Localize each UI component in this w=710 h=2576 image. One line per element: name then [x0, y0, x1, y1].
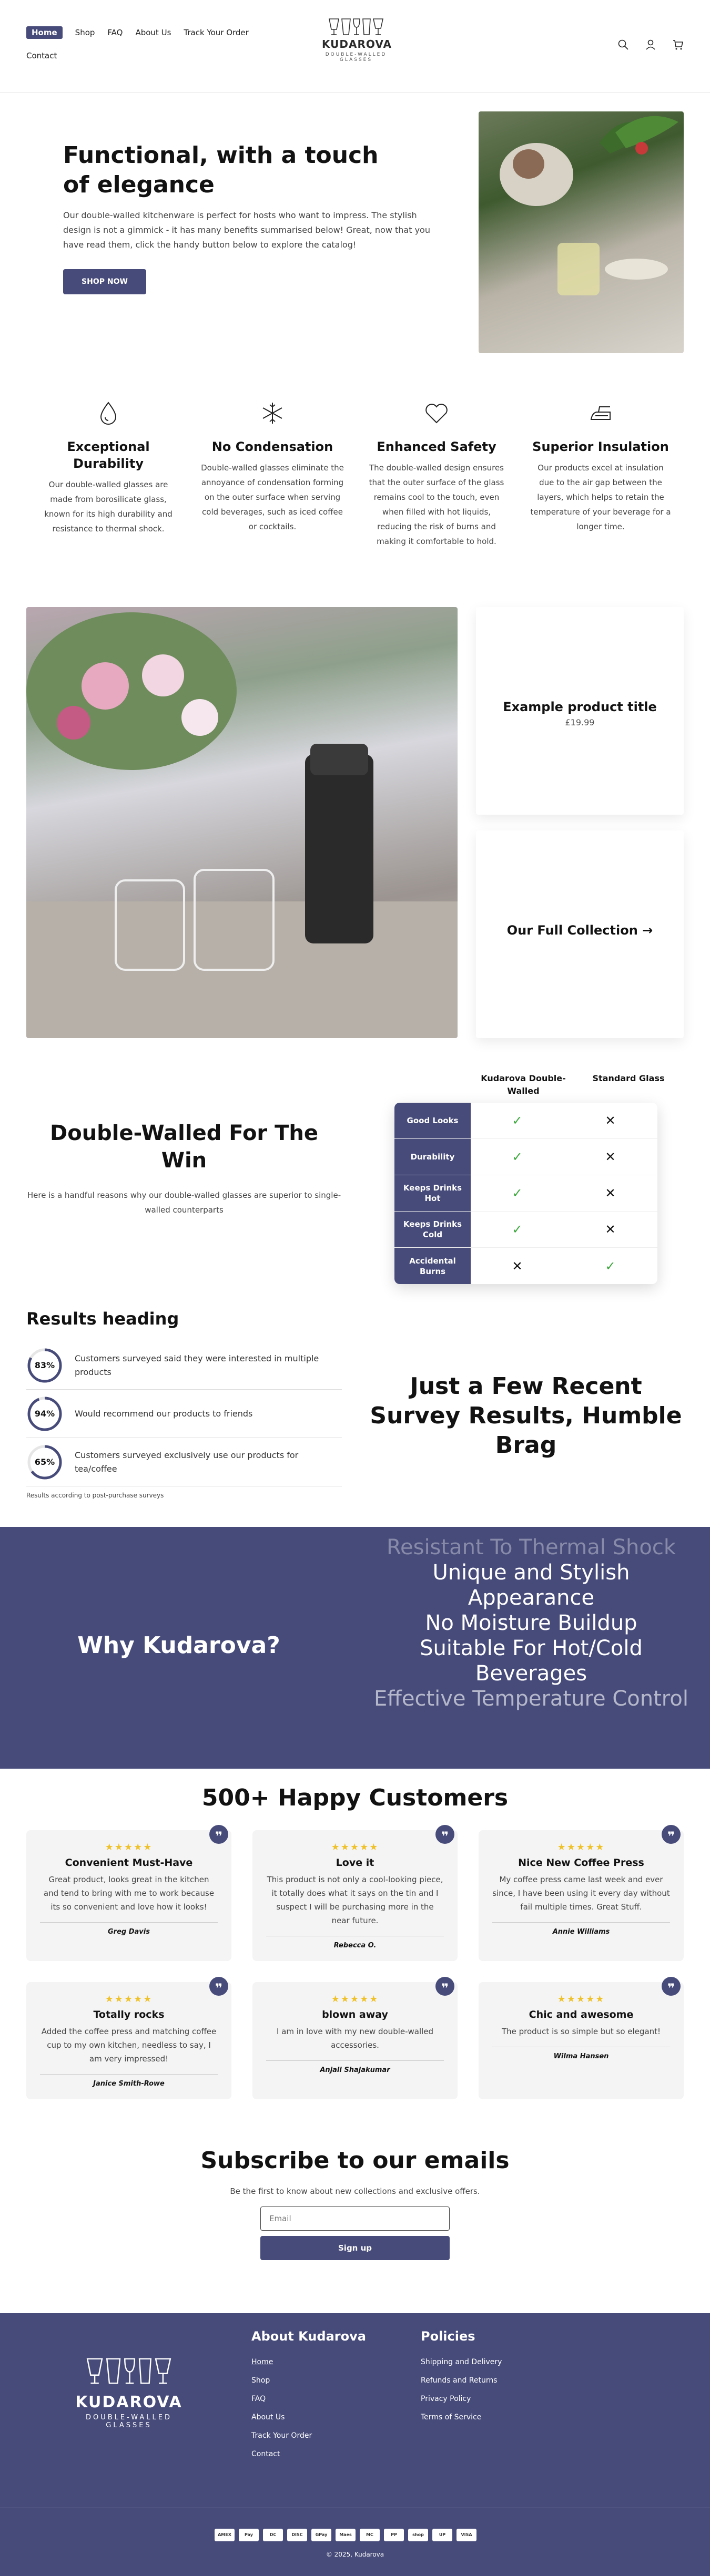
full-collection-link[interactable]: Our Full Collection →	[506, 923, 653, 938]
discover-icon: DISC	[287, 2529, 307, 2541]
hero-text: Our double-walled kitchenware is perfect for hosts who want to impress. The stylish design is not a gimmick - it has many benefits summarised below! Great, now that you have read them, click the handy button below to explore the catalog!	[63, 210, 430, 250]
feature-no-condensation	[190, 399, 354, 549]
row-label: Keeps Drinks Hot	[394, 1175, 471, 1211]
results-section	[26, 1309, 684, 1514]
logo-tagline: DOUBLE-WALLED GLASSES	[325, 52, 387, 63]
testimonial-text: Great product, looks great in the kitchen and tend to bring with me to work because its so convenient and love how it looks!	[43, 1875, 215, 1912]
nav-track-order[interactable]: Track Your Order	[184, 28, 249, 37]
testimonials-section	[26, 1784, 684, 2120]
quote-icon: ❞	[435, 1825, 454, 1844]
why-section	[0, 1527, 710, 1769]
result-percent: 83%	[34, 1360, 55, 1370]
footer-link-contact[interactable]: Contact	[251, 2450, 280, 2458]
nav-faq[interactable]: FAQ	[107, 28, 123, 37]
star-rating: ★★★★★	[331, 1842, 379, 1853]
nav-home[interactable]: Home	[26, 26, 63, 39]
star-rating: ★★★★★	[105, 1842, 153, 1853]
testimonial-title: blown away	[322, 2009, 388, 2020]
testimonial-text: The product is so simple but so elegant!	[501, 2027, 661, 2036]
progress-ring	[26, 1444, 63, 1481]
shop-pay-icon: shop	[408, 2529, 428, 2541]
check-icon: ✓	[512, 1150, 523, 1164]
row-label: Accidental Burns	[394, 1248, 471, 1284]
testimonial-author: Anjali Shajakumar	[266, 2060, 444, 2074]
iron-icon	[587, 399, 614, 427]
testimonial-title: Chic and awesome	[529, 2009, 634, 2020]
union-pay-icon: UP	[432, 2529, 452, 2541]
table-row	[394, 1139, 657, 1175]
comparison-text: Here is a handful reasons why our double-walled glasses are superior to single-walled counterparts	[27, 1190, 341, 1215]
results-heading: Results heading	[26, 1309, 179, 1329]
quote-icon: ❞	[209, 1825, 228, 1844]
footer-link-home[interactable]: Home	[251, 2358, 273, 2366]
email-field[interactable]	[260, 2206, 450, 2231]
star-rating: ★★★★★	[557, 1994, 605, 2005]
testimonial-title: Totally rocks	[93, 2009, 165, 2020]
result-text: Customers surveyed exclusively use our products for tea/coffee	[75, 1450, 299, 1474]
footer-link-shop[interactable]: Shop	[251, 2376, 270, 2385]
footer-link-faq[interactable]: FAQ	[251, 2395, 266, 2403]
features-section	[26, 399, 684, 549]
shop-now-button[interactable]: SHOP NOW	[63, 269, 146, 294]
quote-icon: ❞	[662, 1825, 681, 1844]
feature-title: Enhanced Safety	[377, 439, 496, 454]
result-item	[26, 1341, 342, 1390]
footer-about	[251, 2329, 366, 2464]
account-icon[interactable]	[645, 39, 656, 50]
why-item: Resistant To Thermal Shock	[387, 1535, 676, 1559]
footer-tagline: DOUBLE-WALLED GLASSES	[85, 2414, 173, 2429]
testimonial-card	[252, 1982, 458, 2099]
feature-title: Superior Insulation	[532, 439, 669, 454]
check-icon: ✓	[605, 1258, 616, 1274]
product-card[interactable]	[476, 607, 684, 815]
check-icon: ✓	[512, 1113, 523, 1128]
star-rating: ★★★★★	[557, 1842, 605, 1853]
payment-icons	[215, 2529, 476, 2541]
collage-section	[26, 607, 684, 1038]
cross-icon: ✕	[512, 1258, 523, 1274]
col-standard: Standard Glass	[592, 1073, 665, 1083]
why-list	[368, 1535, 694, 1711]
feature-text: Our products excel at insulation due to the air gap between the layers, which helps to retain the temperature of your beverage for a longer time.	[530, 463, 671, 531]
footer-link-shipping[interactable]: Shipping and Delivery	[421, 2358, 502, 2366]
comparison-section	[26, 1072, 684, 1282]
comparison-body	[394, 1103, 657, 1284]
cross-icon: ✕	[605, 1113, 616, 1128]
table-row	[394, 1103, 657, 1139]
testimonial-text: Added the coffee press and matching coffee cup to my own kitchen, needless to say, I am very impressed!	[41, 2027, 217, 2064]
paypal-icon: PP	[384, 2529, 404, 2541]
why-title: Why Kudarova?	[77, 1632, 280, 1659]
testimonial-title: Love it	[336, 1857, 374, 1869]
result-percent: 65%	[34, 1456, 55, 1467]
testimonial-text: My coffee press came last week and ever since, I have been using it every day without fail multiple times. Great Stuff.	[492, 1875, 670, 1912]
testimonial-author: Annie Williams	[492, 1922, 670, 1936]
comparison-header	[471, 1072, 684, 1103]
feature-text: Double-walled glasses eliminate the annoyance of condensation forming on the outer surface when serving cold beverages, such as iced coffee or cocktails.	[201, 463, 344, 531]
feature-safety	[354, 399, 519, 549]
comparison-table	[394, 1072, 684, 1284]
results-note: Results according to post-purchase surveys	[26, 1492, 164, 1499]
result-item	[26, 1390, 342, 1438]
amex-icon: AMEX	[215, 2529, 235, 2541]
cross-icon: ✕	[605, 1222, 616, 1237]
testimonial-text: I am in love with my new double-walled accessories.	[276, 2027, 434, 2050]
apple-pay-icon: Pay	[239, 2529, 259, 2541]
result-text: Would recommend our products to friends	[75, 1408, 253, 1419]
testimonial-text: This product is not only a cool-looking piece, it totally does what it says on the tin and I suspect I will be purchasing more in the near future.	[267, 1875, 443, 1925]
product-lifestyle-image[interactable]	[26, 607, 458, 1038]
feature-title: No Condensation	[211, 439, 333, 454]
star-rating: ★★★★★	[331, 1994, 379, 2005]
table-row	[394, 1212, 657, 1248]
survey-heading: Just a Few Recent Survey Results, Humble Brag	[370, 1373, 682, 1459]
testimonial-title: Convenient Must-Have	[65, 1857, 193, 1869]
footer-about-title: About Kudarova	[251, 2329, 366, 2344]
why-item: Unique and Stylish Appearance	[432, 1561, 630, 1610]
table-row	[394, 1248, 657, 1284]
table-row	[394, 1175, 657, 1212]
col-kudarova: Kudarova Double-Walled	[481, 1073, 566, 1096]
testimonial-author: Wilma Hansen	[492, 2047, 670, 2060]
visa-icon: VISA	[457, 2529, 476, 2541]
footer-policies-title: Policies	[421, 2329, 475, 2344]
footer-link-about[interactable]: About Us	[251, 2413, 285, 2421]
why-item: No Moisture Buildup	[425, 1611, 637, 1635]
glasses-logo-icon	[327, 18, 385, 36]
quote-icon: ❞	[209, 1977, 228, 1996]
cross-icon: ✕	[605, 1150, 616, 1164]
google-pay-icon: GPay	[311, 2529, 331, 2541]
hero-section	[0, 111, 710, 353]
site-footer	[0, 2313, 710, 2576]
subscribe-text: Be the first to know about new collections and exclusive offers.	[230, 2187, 480, 2196]
glasses-logo-icon	[84, 2356, 174, 2386]
sign-up-button[interactable]: Sign up	[260, 2236, 450, 2260]
cart-icon[interactable]	[672, 39, 684, 50]
feature-title: Exceptional Durability	[67, 439, 150, 471]
row-label: Good Looks	[394, 1103, 471, 1138]
result-percent: 94%	[34, 1408, 55, 1419]
feature-text: Our double-walled glasses are made from borosilicate glass, known for its high durability and resistance to thermal shock.	[44, 480, 173, 533]
result-item	[26, 1438, 342, 1486]
footer-link-terms[interactable]: Terms of Service	[421, 2413, 482, 2421]
main-nav	[26, 26, 273, 62]
nav-shop[interactable]: Shop	[75, 28, 95, 37]
logo[interactable]	[322, 18, 390, 63]
testimonials-title: 500+ Happy Customers	[201, 1784, 509, 1811]
result-text: Customers surveyed said they were interested in multiple products	[75, 1353, 319, 1377]
comparison-title: Double-Walled For The Win	[50, 1121, 318, 1173]
feature-durability	[26, 399, 190, 549]
testimonial-author: Rebecca O.	[266, 1936, 444, 1949]
testimonial-card	[479, 1830, 684, 1961]
check-icon: ✓	[512, 1186, 523, 1200]
header-icons	[617, 39, 684, 50]
testimonial-card	[252, 1830, 458, 1961]
site-header	[0, 0, 710, 93]
footer-logo[interactable]	[74, 2356, 184, 2429]
cross-icon: ✕	[605, 1186, 616, 1200]
testimonial-card	[479, 1982, 684, 2099]
snowflake-icon	[259, 399, 286, 427]
progress-ring	[26, 1395, 63, 1432]
subscribe-section	[0, 2147, 710, 2260]
heart-icon	[423, 399, 450, 427]
check-icon: ✓	[512, 1222, 523, 1237]
feature-text: The double-walled design ensures that the outer surface of the glass remains cool to the touch, even when filled with hot liquids, reducing the risk of burns and making it comfortable to hold.	[369, 463, 504, 546]
maestro-icon: Maes	[336, 2529, 356, 2541]
collection-card[interactable]	[476, 830, 684, 1038]
testimonial-card	[26, 1830, 231, 1961]
search-icon[interactable]	[617, 39, 629, 50]
nav-contact[interactable]: Contact	[26, 51, 57, 60]
feature-insulation	[519, 399, 683, 549]
testimonial-author: Janice Smith-Rowe	[40, 2074, 218, 2088]
hero-image	[479, 111, 684, 353]
testimonial-title: Nice New Coffee Press	[518, 1857, 644, 1869]
why-item: Effective Temperature Control	[374, 1687, 688, 1711]
quote-icon: ❞	[435, 1977, 454, 1996]
product-title: Example product title	[503, 700, 657, 714]
row-label: Keeps Drinks Cold	[394, 1212, 471, 1247]
footer-link-refunds[interactable]: Refunds and Returns	[421, 2376, 498, 2385]
progress-ring	[26, 1347, 63, 1384]
why-item: Suitable For Hot/Cold Beverages	[420, 1636, 643, 1686]
diners-club-icon: DC	[263, 2529, 283, 2541]
quote-icon: ❞	[662, 1977, 681, 1996]
star-rating: ★★★★★	[105, 1994, 153, 2005]
testimonial-author: Greg Davis	[40, 1922, 218, 1936]
footer-link-privacy[interactable]: Privacy Policy	[421, 2395, 471, 2403]
copyright: © 2025, Kudarova	[326, 2551, 384, 2558]
logo-brand: KUDAROVA	[322, 38, 392, 50]
nav-about[interactable]: About Us	[135, 28, 171, 37]
hero-title: Functional, with a touch of elegance	[63, 142, 379, 198]
footer-policies	[421, 2329, 502, 2427]
footer-brand: KUDAROVA	[75, 2393, 182, 2411]
product-price: £19.99	[565, 717, 595, 727]
testimonials-grid	[26, 1830, 684, 2120]
subscribe-title: Subscribe to our emails	[200, 2147, 510, 2174]
drop-icon	[95, 399, 122, 427]
row-label: Durability	[394, 1139, 471, 1175]
testimonial-card	[26, 1982, 231, 2099]
footer-link-track[interactable]: Track Your Order	[251, 2431, 312, 2440]
mastercard-icon: MC	[360, 2529, 380, 2541]
